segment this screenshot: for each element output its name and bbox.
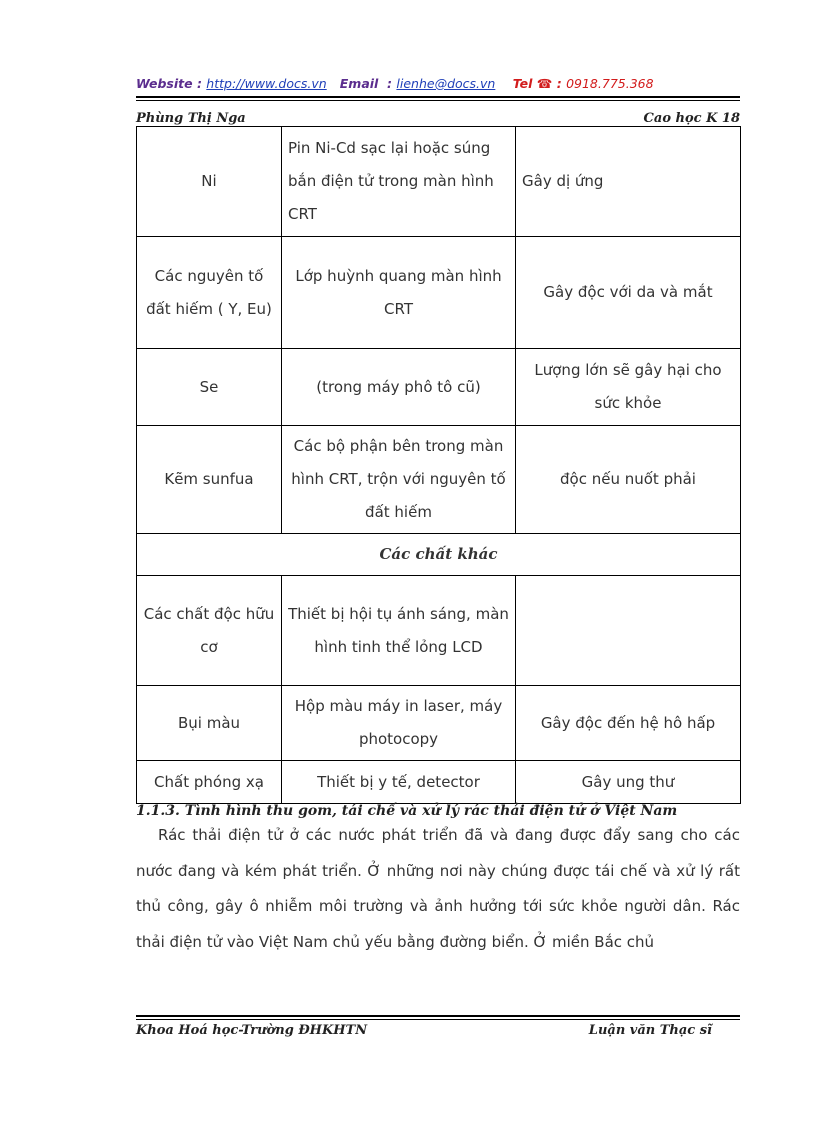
table-row xyxy=(137,349,741,426)
website-label: Website xyxy=(136,76,193,91)
table-cell-element: Các nguyên tố đất hiếm ( Y, Eu) xyxy=(137,237,282,349)
section-heading: 1.1.3. Tình hình thu gom, tái chế và xử lý rác thải điện tử ở Việt Nam xyxy=(136,803,678,819)
tel-label: Tel ☎ xyxy=(512,76,553,91)
table-row xyxy=(137,686,741,761)
tel-separator: : xyxy=(552,76,567,91)
tel-number: 0918.775.368 xyxy=(566,76,654,91)
table-cell-effect: Gây ung thư xyxy=(516,761,741,804)
footer-rule-thin xyxy=(136,1019,740,1020)
table-cell-source: (trong máy phô tô cũ) xyxy=(282,349,516,426)
table-cell-source: Pin Ni-Cd sạc lại hoặc súng bắn điện tử trong màn hình CRT xyxy=(282,127,516,237)
table-cell-effect: độc nếu nuốt phải xyxy=(516,426,741,534)
email-link[interactable]: lienhe@docs.vn xyxy=(396,76,496,91)
table-section-title: Các chất khác xyxy=(137,534,741,576)
table-cell-effect: Gây độc đến hệ hô hấp xyxy=(516,686,741,761)
table-cell-element: Các chất độc hữu cơ xyxy=(137,576,282,686)
footer-thesis-type: Luận văn Thạc sĩ xyxy=(588,1023,712,1038)
website-link[interactable]: http://www.docs.vn xyxy=(206,76,327,91)
table-cell-element: Ni xyxy=(137,127,282,237)
table-cell-element: Bụi màu xyxy=(137,686,282,761)
footer-faculty: Khoa Hoá học-Trường ĐHKHTN xyxy=(136,1023,368,1038)
table-cell-effect xyxy=(516,576,741,686)
hazard-table xyxy=(136,126,741,804)
table-row xyxy=(137,761,741,804)
table-row xyxy=(137,426,741,534)
table-cell-effect: Gây độc với da và mắt xyxy=(516,237,741,349)
table-cell-element: Se xyxy=(137,349,282,426)
table-cell-source: Các bộ phận bên trong màn hình CRT, trộn với nguyên tố đất hiếm xyxy=(282,426,516,534)
table-row xyxy=(137,237,741,349)
email-label: Email xyxy=(339,76,379,91)
header-course: Cao học K 18 xyxy=(643,111,740,126)
body-paragraph: Rác thải điện tử ở các nước phát triển đã và đang được đẩy sang cho các nước đang và kém phát triển. Ở những nơi này chúng được tái chế và xử lý rất thủ công, gây ô nhiễm môi trường và ảnh hưởng tới sức khỏe người dân. Rác thải điện tử vào Việt Nam chủ yếu bằng đường biển. Ở miền Bắc chủ xyxy=(136,826,740,951)
email-separator: : xyxy=(382,76,397,91)
table-cell-effect: Lượng lớn sẽ gây hại cho sức khỏe xyxy=(516,349,741,426)
website-separator: : xyxy=(192,76,207,91)
table-cell-element: Kẽm sunfua xyxy=(137,426,282,534)
table-cell-element: Chất phóng xạ xyxy=(137,761,282,804)
table-row xyxy=(137,576,741,686)
table-cell-effect: Gây dị ứng xyxy=(516,127,741,237)
table-cell-source: Thiết bị hội tụ ánh sáng, màn hình tinh thể lỏng LCD xyxy=(282,576,516,686)
table-row xyxy=(137,127,741,237)
header-rule-thick xyxy=(136,96,740,98)
table-cell-source: Lớp huỳnh quang màn hình CRT xyxy=(282,237,516,349)
table-cell-source: Hộp màu máy in laser, máy photocopy xyxy=(282,686,516,761)
website-contact-line xyxy=(136,76,740,91)
table-cell-source: Thiết bị y tế, detector xyxy=(282,761,516,804)
footer-rule-thick xyxy=(136,1015,740,1017)
header-rule-thin xyxy=(136,100,740,101)
table-section-row xyxy=(137,534,741,576)
header-author: Phùng Thị Nga xyxy=(136,111,246,126)
